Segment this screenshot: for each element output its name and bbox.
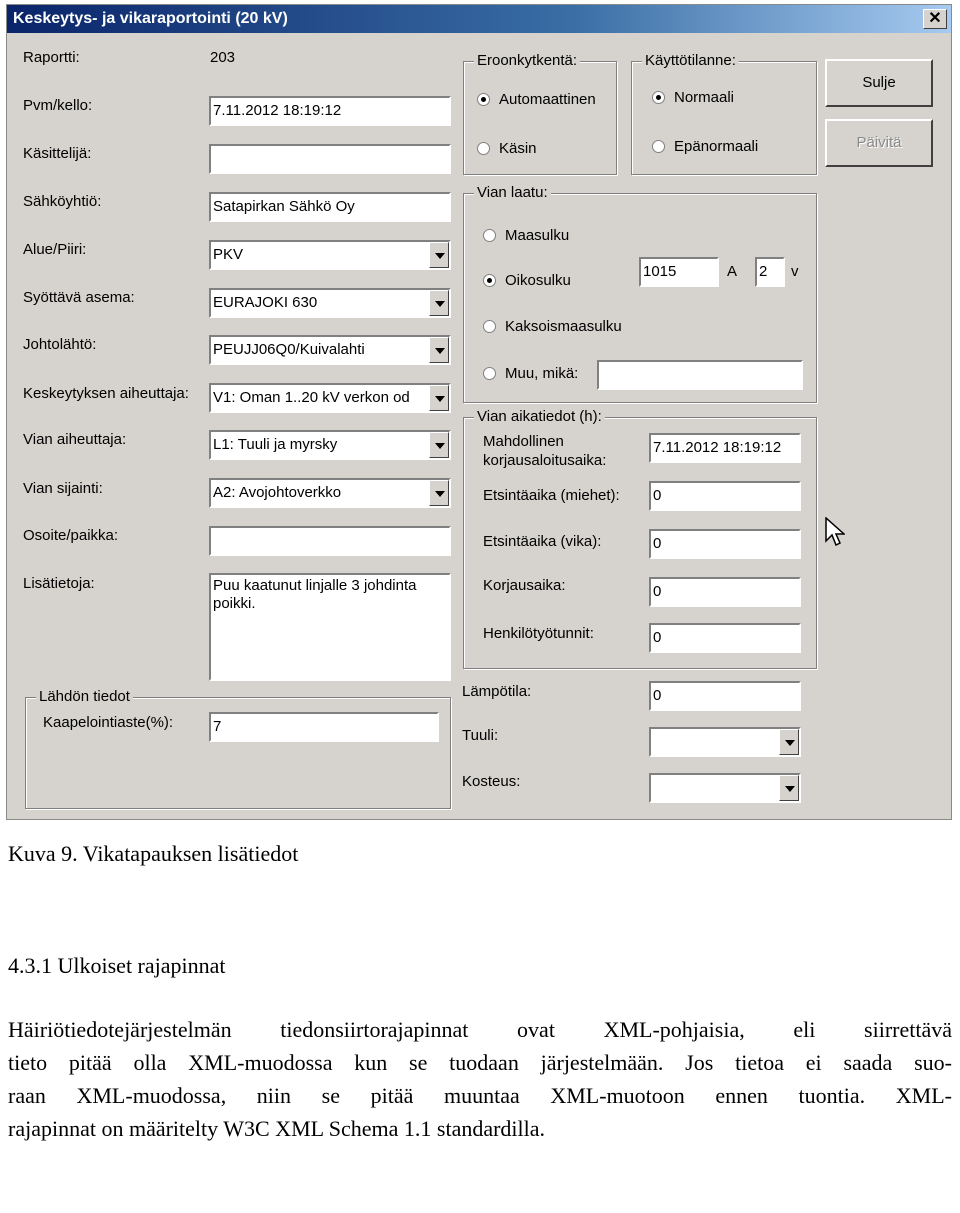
vian-aiheuttaja-label: Vian aiheuttaja: — [23, 431, 127, 448]
etsinta-miehet-label: Etsintäaika (miehet): — [483, 487, 620, 504]
johtolahto-value: PEUJJ06Q0/Kuivalahti — [213, 341, 365, 358]
syottava-value: EURAJOKI 630 — [213, 294, 318, 311]
chevron-down-icon[interactable] — [429, 290, 449, 316]
paragraph-line: raan XML-muodossa, niin se pitää muuntaa XML-muotoon ennen tuontia. XML- — [8, 1083, 952, 1108]
title-bar[interactable] — [7, 5, 951, 33]
paragraph-line: rajapinnat on määritelty W3C XML Schema 1.1 standardilla. — [8, 1116, 546, 1141]
section-heading: 4.3.1 Ulkoiset rajapinnat — [8, 953, 226, 978]
aiheuttaja-select[interactable] — [209, 383, 451, 413]
osoite-label: Osoite/paikka: — [23, 527, 119, 544]
vian-sijainti-value: A2: Avojohtoverkko — [213, 484, 342, 501]
aiheuttaja-label: Keskeytyksen aiheuttaja: — [23, 385, 189, 402]
sahkoyhtio-label: Sähköyhtiö: — [23, 193, 102, 210]
kayttotilanne-group — [631, 52, 817, 175]
osoite-input[interactable] — [209, 526, 451, 556]
normaali-label: Normaali — [674, 89, 735, 106]
korjausaloitusaika-input[interactable]: 7.11.2012 18:19:12 — [649, 433, 801, 463]
kosteus-label: Kosteus: — [462, 773, 521, 790]
korjausaloitusaika-label: korjausaloitusaika: — [483, 452, 607, 469]
lisatietoja-textarea[interactable]: Puu kaatunut linjalle 3 johdinta poikki. — [209, 573, 451, 681]
muu-input[interactable] — [597, 360, 803, 390]
paragraph-line: Häiriötiedotejärjestelmän tiedonsiirtorajapinnat ovat XML-pohjaisia, eli siirrettävä — [8, 1017, 952, 1042]
syottava-label: Syöttävä asema: — [23, 289, 135, 306]
maasulku-label: Maasulku — [505, 227, 570, 244]
kaapelointi-label: Kaapelointiaste(%): — [43, 714, 174, 731]
radio-checked-icon — [652, 91, 665, 104]
paragraph-line: tieto pitää olla XML-muodossa kun se tuodaan järjestelmään. Jos tietoa ei saada suo- — [8, 1050, 952, 1075]
raportti-label: Raportti: — [23, 49, 80, 66]
radio-unchecked-icon — [483, 367, 496, 380]
muu-label: Muu, mikä: — [505, 365, 579, 382]
kosteus-select[interactable] — [649, 773, 801, 803]
oikosulku-label: Oikosulku — [505, 272, 571, 289]
radio-unchecked-icon — [477, 142, 490, 155]
automaattinen-radio[interactable] — [477, 91, 596, 109]
radio-unchecked-icon — [483, 320, 496, 333]
kasittelija-label: Käsittelijä: — [23, 145, 92, 162]
report-window — [6, 4, 952, 820]
chevron-down-icon[interactable] — [779, 729, 799, 755]
lahdon-tiedot-caption: Lähdön tiedot — [36, 688, 133, 705]
vian-aikatiedot-caption: Vian aikatiedot (h): — [474, 408, 605, 425]
figure-caption: Kuva 9. Vikatapauksen lisätiedot — [8, 841, 299, 866]
body-paragraph — [8, 1013, 952, 1145]
vian-aiheuttaja-value: L1: Tuuli ja myrsky — [213, 436, 338, 453]
chevron-down-icon[interactable] — [429, 337, 449, 363]
sulje-button[interactable]: Sulje — [825, 59, 933, 107]
muu-radio[interactable] — [483, 365, 578, 383]
lampotila-label: Lämpötila: — [462, 683, 532, 700]
mouse-cursor-icon — [825, 517, 845, 549]
lampotila-input[interactable]: 0 — [649, 681, 801, 711]
henkilotyo-label: Henkilötyötunnit: — [483, 625, 594, 642]
korjausaika-input[interactable]: 0 — [649, 577, 801, 607]
kasin-radio[interactable] — [477, 140, 537, 158]
etsinta-vika-label: Etsintäaika (vika): — [483, 533, 602, 550]
korjausaika-label: Korjausaika: — [483, 577, 566, 594]
oikosulku-radio[interactable] — [483, 272, 571, 290]
etsinta-miehet-input[interactable]: 0 — [649, 481, 801, 511]
eroonkytkenta-caption: Eroonkytkentä: — [474, 52, 580, 69]
mahdollinen-label: Mahdollinen — [483, 433, 564, 450]
ampeeri-input[interactable]: 1015 — [639, 257, 719, 287]
vian-aiheuttaja-select[interactable] — [209, 430, 451, 460]
johtolahto-label: Johtolähtö: — [23, 336, 97, 353]
kaksoismaasulku-radio[interactable] — [483, 318, 622, 336]
chevron-down-icon[interactable] — [429, 432, 449, 458]
voltti-unit: v — [791, 263, 799, 280]
window-title: Keskeytys- ja vikaraportointi (20 kV) — [13, 10, 288, 27]
henkilotyo-input[interactable]: 0 — [649, 623, 801, 653]
alue-label: Alue/Piiri: — [23, 241, 87, 258]
tuuli-select[interactable] — [649, 727, 801, 757]
kaapelointi-input[interactable]: 7 — [209, 712, 439, 742]
radio-checked-icon — [477, 93, 490, 106]
paivita-button[interactable]: Päivitä — [825, 119, 933, 167]
lisatietoja-label: Lisätietoja: — [23, 575, 95, 592]
alue-select[interactable] — [209, 240, 451, 270]
sahkoyhtio-input[interactable]: Satapirkan Sähkö Oy — [209, 192, 451, 222]
radio-checked-icon — [483, 274, 496, 287]
normaali-radio[interactable] — [652, 89, 734, 107]
chevron-down-icon[interactable] — [429, 480, 449, 506]
pvm-label: Pvm/kello: — [23, 97, 93, 114]
kaksoismaasulku-label: Kaksoismaasulku — [505, 318, 622, 335]
vian-laatu-caption: Vian laatu: — [474, 184, 551, 201]
vian-sijainti-label: Vian sijainti: — [23, 480, 103, 497]
chevron-down-icon[interactable] — [779, 775, 799, 801]
ampeeri-unit: A — [727, 263, 738, 280]
syottava-select[interactable] — [209, 288, 451, 318]
epanormaali-label: Epänormaali — [674, 138, 759, 155]
maasulku-radio[interactable] — [483, 227, 569, 245]
aiheuttaja-value: V1: Oman 1..20 kV verkon od — [213, 389, 410, 406]
pvm-input[interactable]: 7.11.2012 18:19:12 — [209, 96, 451, 126]
kasittelija-input[interactable] — [209, 144, 451, 174]
voltti-input[interactable]: 2 — [755, 257, 785, 287]
chevron-down-icon[interactable] — [429, 385, 449, 411]
chevron-down-icon[interactable] — [429, 242, 449, 268]
tuuli-label: Tuuli: — [462, 727, 499, 744]
kayttotilanne-caption: Käyttötilanne: — [642, 52, 739, 69]
close-button[interactable] — [923, 9, 947, 29]
vian-sijainti-select[interactable] — [209, 478, 451, 508]
johtolahto-select[interactable] — [209, 335, 451, 365]
radio-unchecked-icon — [652, 140, 665, 153]
etsinta-vika-input[interactable]: 0 — [649, 529, 801, 559]
kasin-label: Käsin — [499, 140, 537, 157]
automaattinen-label: Automaattinen — [499, 91, 596, 108]
radio-unchecked-icon — [483, 229, 496, 242]
close-icon: ✕ — [928, 10, 942, 27]
raportti-value: 203 — [210, 49, 236, 66]
epanormaali-radio[interactable] — [652, 138, 758, 156]
alue-value: PKV — [213, 246, 244, 263]
